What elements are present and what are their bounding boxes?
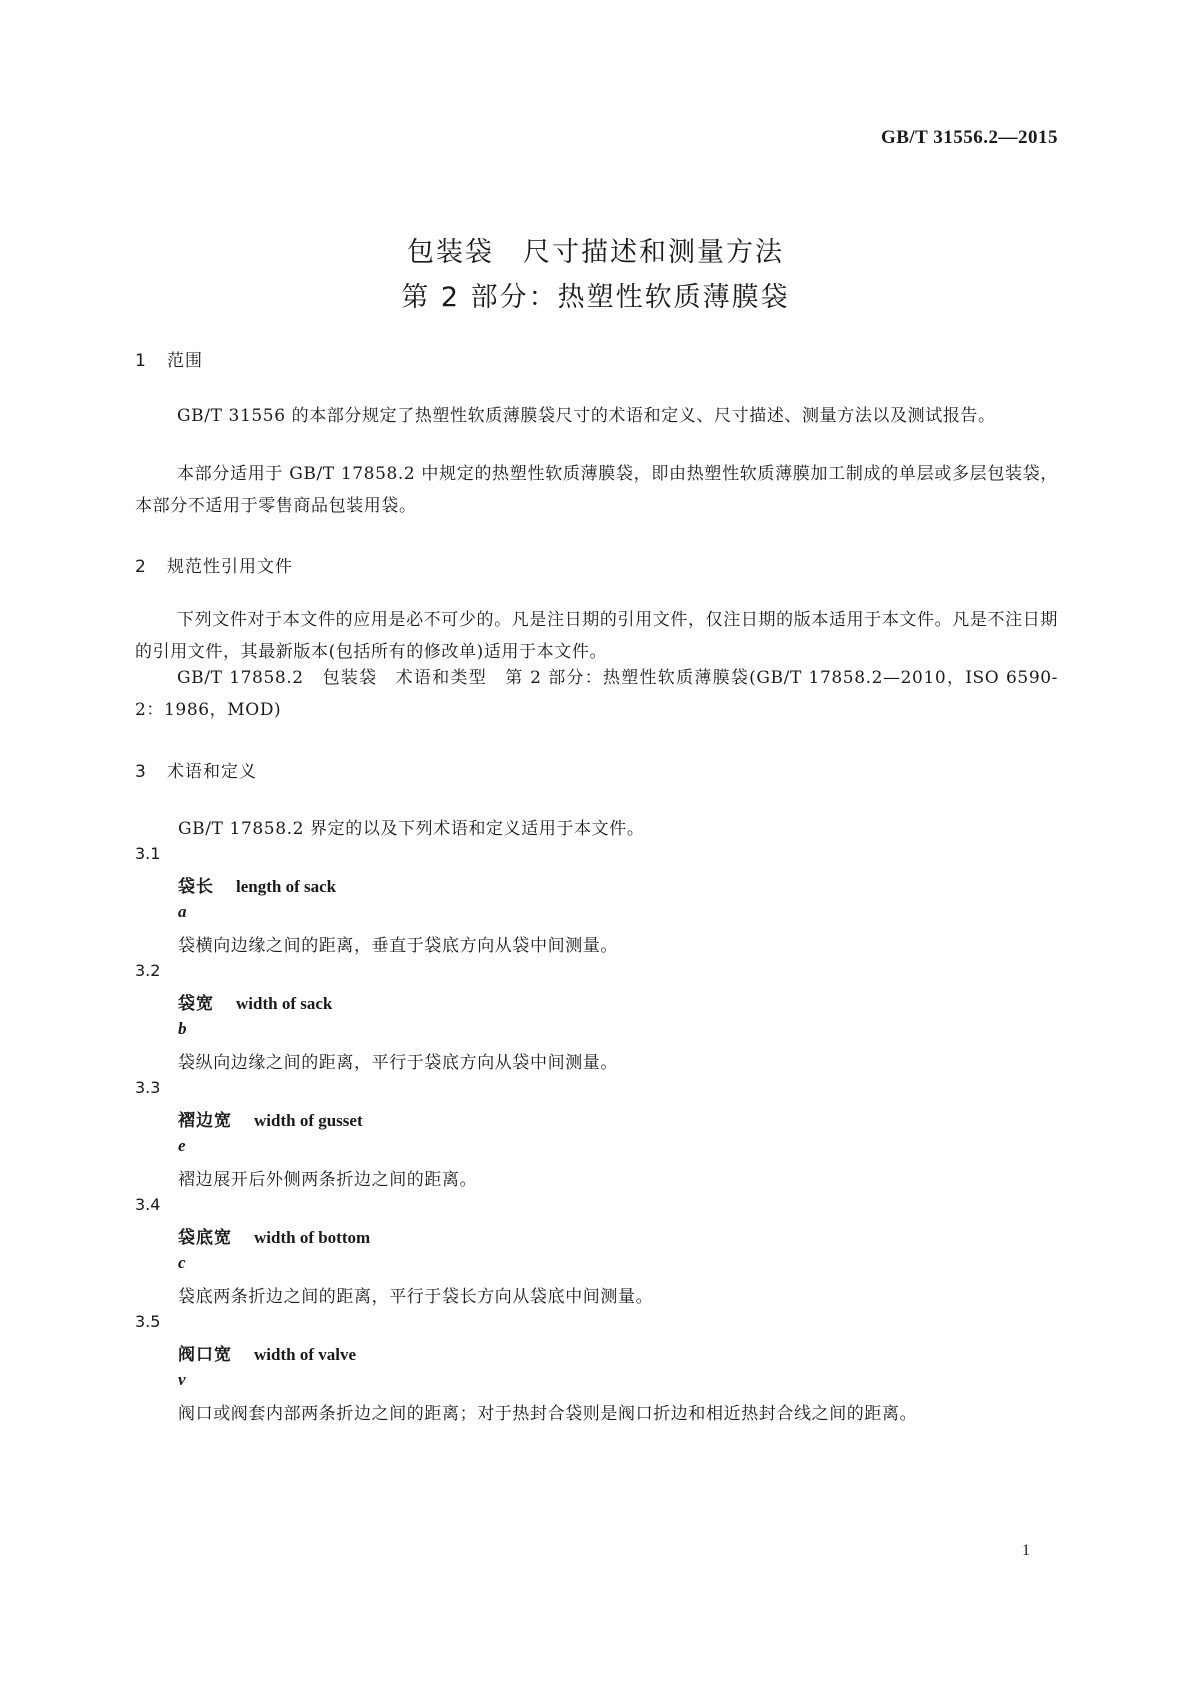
term-symbol: b: [178, 1019, 187, 1038]
section-2-heading: [135, 552, 293, 577]
term-en: width of valve: [254, 1345, 356, 1364]
term-zh: 褶边宽: [178, 1111, 232, 1131]
term-symbol: v: [178, 1370, 186, 1389]
term-name: [178, 1223, 370, 1248]
section-number: 1: [135, 351, 147, 371]
section-1-paragraph-1: GB/T 31556 的本部分规定了热塑性软质薄膜袋尺寸的术语和定义、尺寸描述、测量方法以及测试报告。: [177, 406, 996, 426]
term-name: [178, 1340, 356, 1365]
term-definition: 袋横向边缘之间的距离，垂直于袋底方向从袋中间测量。: [178, 936, 618, 956]
section-3-intro: GB/T 17858.2 界定的以及下列术语和定义适用于本文件。: [178, 819, 645, 839]
term-zh: 袋底宽: [178, 1228, 232, 1248]
term-number: 3.2: [135, 961, 161, 980]
term-symbol: a: [178, 902, 187, 921]
term-name: [178, 1106, 363, 1131]
section-3-heading: [135, 757, 257, 782]
term-name: [178, 989, 332, 1014]
term-name: [178, 872, 336, 897]
term-number: 3.4: [135, 1195, 161, 1214]
term-number: 3.5: [135, 1312, 161, 1331]
term-zh: 阀口宽: [178, 1345, 232, 1365]
section-1-paragraph-2: 本部分适用于 GB/T 17858.2 中规定的热塑性软质薄膜袋，即由热塑性软质薄膜加工制成的单层或多层包装袋，本部分不适用于零售商品包装用袋。: [135, 464, 1058, 516]
term-number: 3.1: [135, 844, 161, 863]
document-title-line2: 第 2 部分：热塑性软质薄膜袋: [401, 282, 790, 313]
section-title: 术语和定义: [167, 762, 257, 782]
term-en: width of bottom: [254, 1228, 371, 1247]
term-symbol: c: [178, 1253, 186, 1272]
term-definition: 袋纵向边缘之间的距离，平行于袋底方向从袋中间测量。: [178, 1053, 618, 1073]
section-title: 范围: [167, 351, 203, 371]
term-en: width of gusset: [254, 1111, 363, 1130]
document-title-line1: 包装袋 尺寸描述和测量方法: [407, 237, 784, 268]
term-zh: 袋宽: [178, 994, 214, 1014]
term-definition: 褶边展开后外侧两条折边之间的距离。: [178, 1170, 478, 1190]
term-definition: 阀口或阀套内部两条折边之间的距离；对于热封合袋则是阀口折边和相近热封合线之间的距离。: [178, 1404, 918, 1424]
standard-number: GB/T 31556.2—2015: [880, 127, 1058, 148]
term-en: width of sack: [236, 994, 333, 1013]
section-2-paragraph-1: 下列文件对于本文件的应用是必不可少的。凡是注日期的引用文件，仅注日期的版本适用于本文件。凡是不注日期的引用文件，其最新版本(包括所有的修改单)适用于本文件。: [135, 610, 1058, 662]
section-number: 2: [135, 557, 147, 577]
section-1-heading: [135, 346, 203, 371]
section-2-reference: GB/T 17858.2 包装袋 术语和类型 第 2 部分：热塑性软质薄膜袋(GB/T 17858.2—2010，ISO 6590-2：1986，MOD): [135, 668, 1058, 720]
term-definition: 袋底两条折边之间的距离，平行于袋长方向从袋底中间测量。: [178, 1287, 654, 1307]
term-symbol: e: [178, 1136, 186, 1155]
term-zh: 袋长: [178, 877, 214, 897]
page-number: 1: [1022, 1542, 1030, 1559]
section-number: 3: [135, 762, 147, 782]
section-title: 规范性引用文件: [167, 557, 293, 577]
term-en: length of sack: [236, 877, 337, 896]
term-number: 3.3: [135, 1078, 161, 1097]
